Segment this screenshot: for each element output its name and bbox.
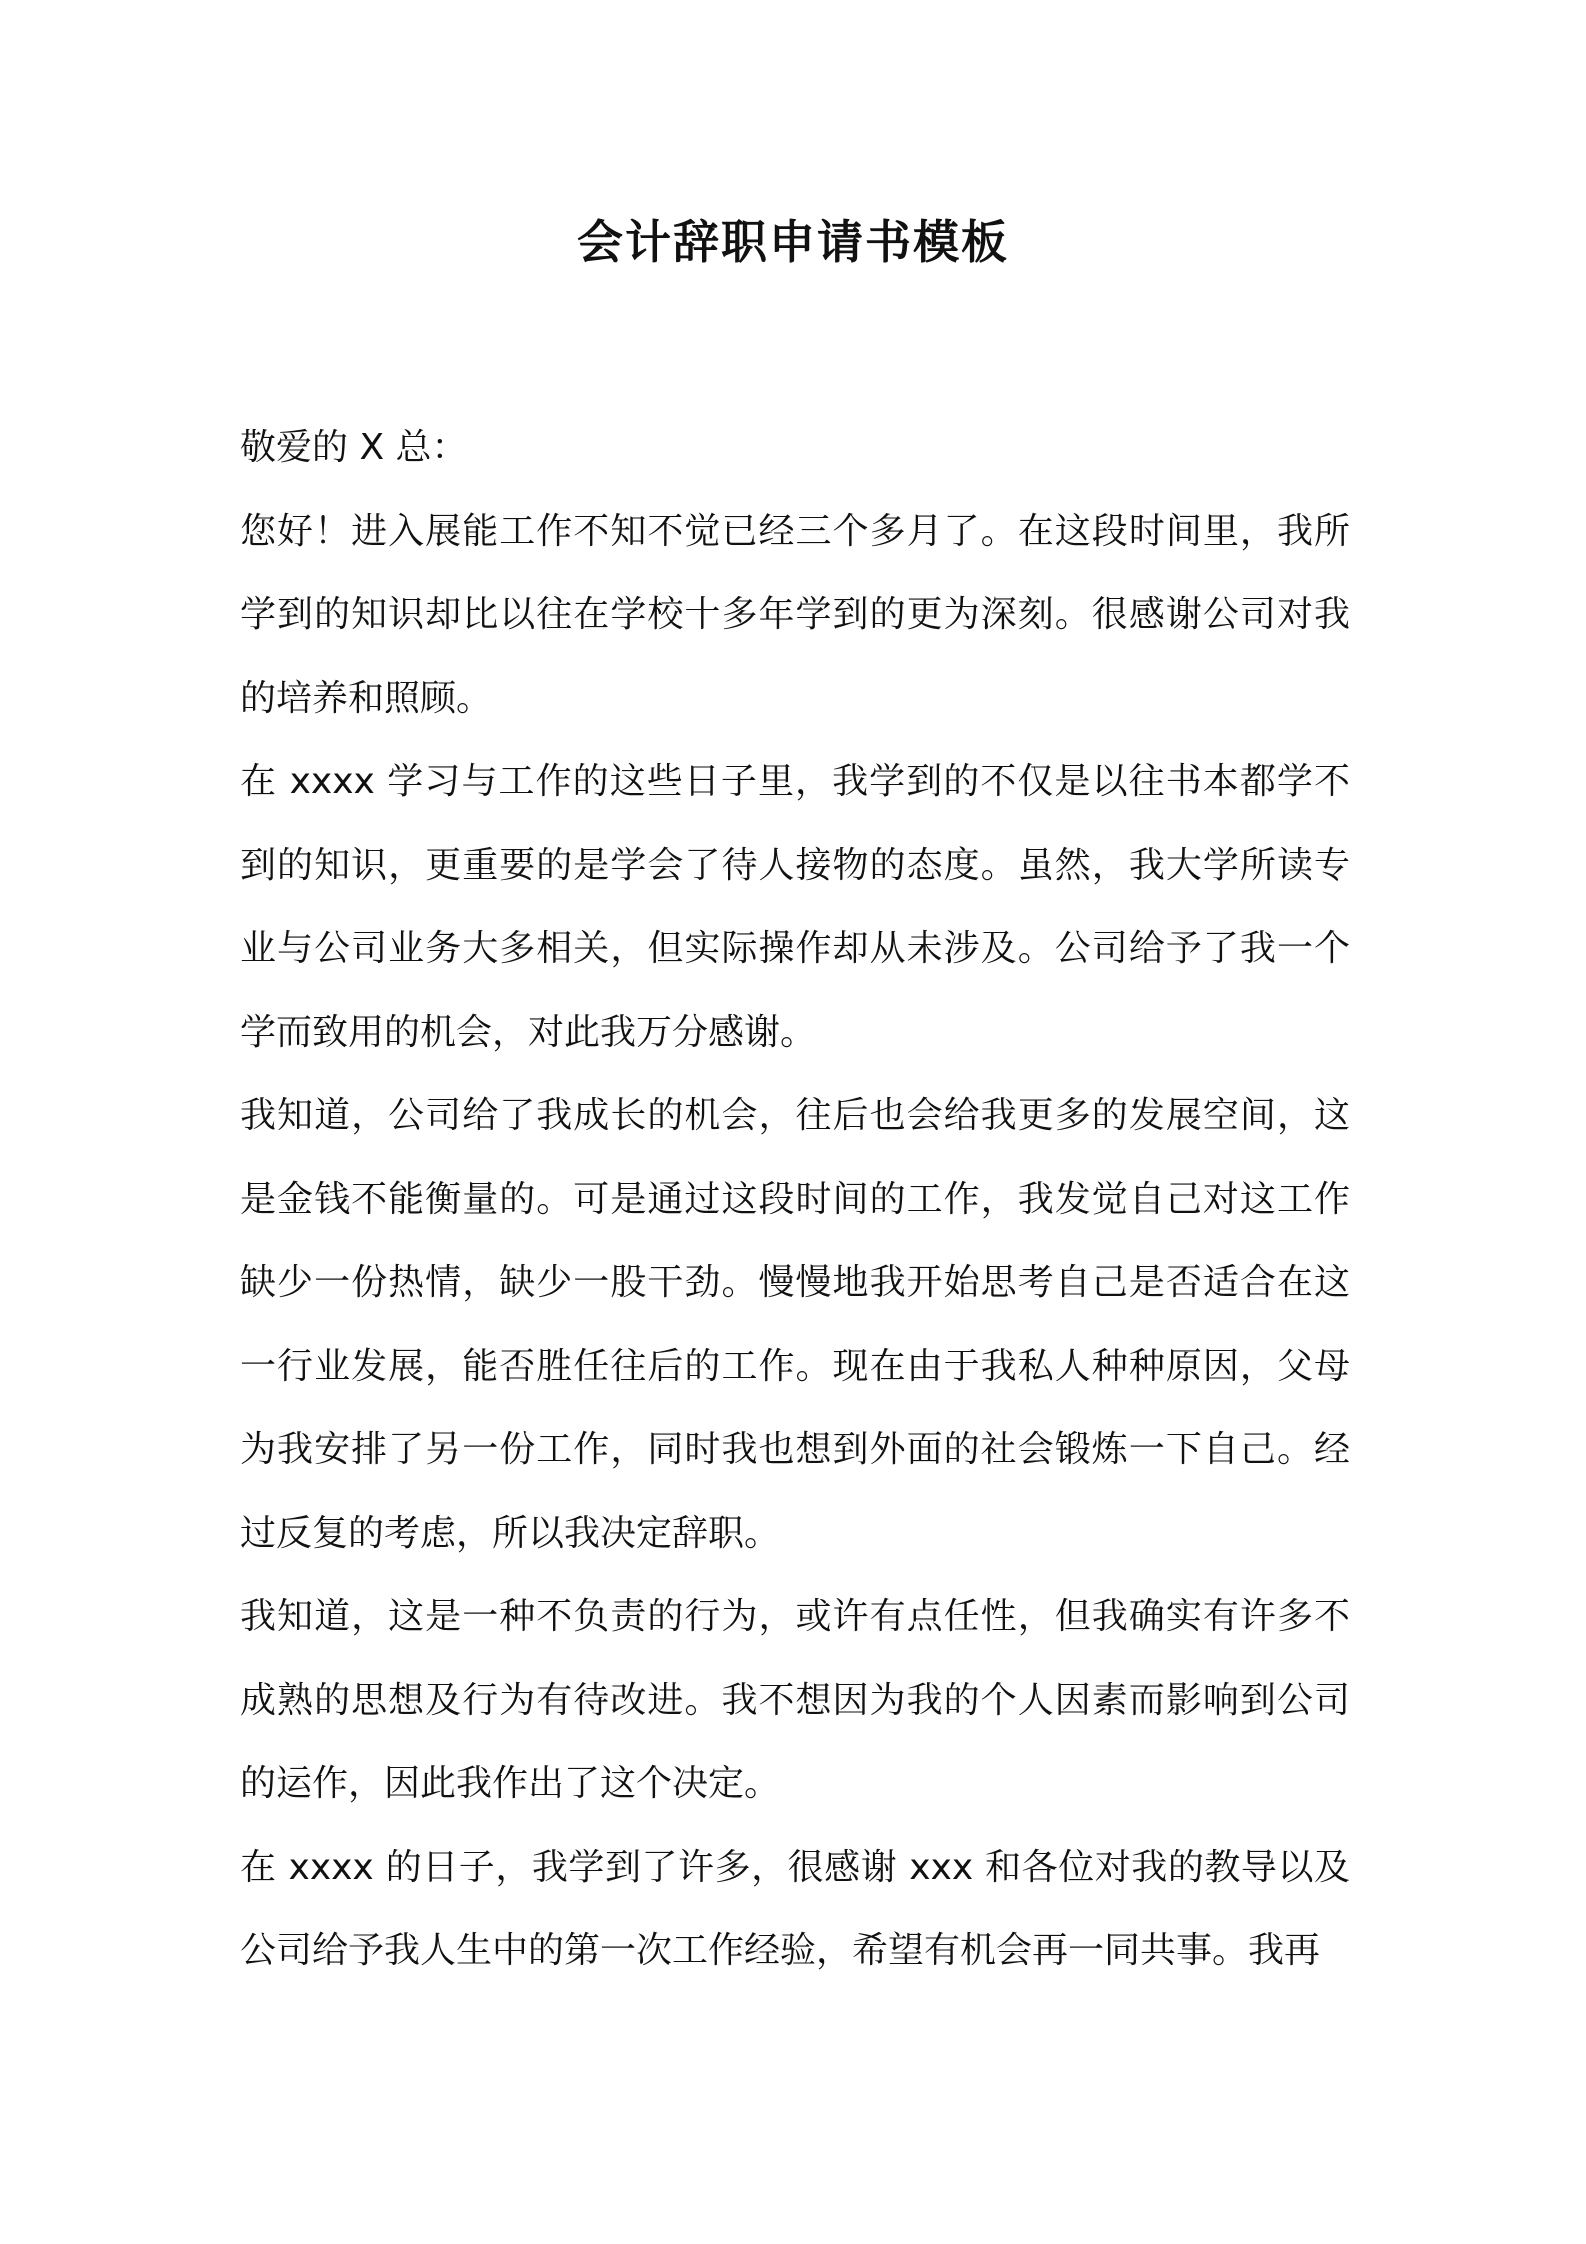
paragraph-3: 我知道，公司给了我成长的机会，往后也会给我更多的发展空间，这是金钱不能衡量的。可是通过这段时间的工作，我发觉自己对这工作缺少一份热情，缺少一股干劲。慢慢地我开始思考自己是否适合在这一行业发展，能否胜任往后的工作。现在由于我私人种种原因，父母为我安排了另一份工作，同时我也想到外面的社会锻炼一下自己。经过反复的考虑，所以我决定辞职。 — [240, 1095, 1350, 1554]
paragraph-2: 在 xxxx 学习与工作的这些日子里，我学到的不仅是以往书本都学不到的知识，更重要的是学会了待人接物的态度。虽然，我大学所读专业与公司业务大多相关，但实际操作却从未涉及。公司给予了我一个学而致用的机会，对此我万分感谢。 — [240, 761, 1350, 1053]
paragraph-1: 您好！进入展能工作不知不觉已经三个多月了。在这段时间里，我所学到的知识却比以往在学校十多年学到的更为深刻。很感谢公司对我的培养和照顾。 — [240, 510, 1350, 719]
paragraph-4: 我知道，这是一种不负责的行为，或许有点任性，但我确实有许多不成熟的思想及行为有待改进。我不想因为我的个人因素而影响到公司的运作，因此我作出了这个决定。 — [240, 1596, 1350, 1804]
document-title: 会计辞职申请书模板 — [577, 215, 1009, 269]
paragraph-5: 在 xxxx 的日子，我学到了许多，很感谢 xxx 和各位对我的教导以及公司给予我人生中的第一次工作经验，希望有机会再一同共事。我再 — [240, 1846, 1350, 1971]
letter-body — [240, 406, 1350, 1993]
salutation: 敬爱的 X 总： — [240, 427, 468, 468]
